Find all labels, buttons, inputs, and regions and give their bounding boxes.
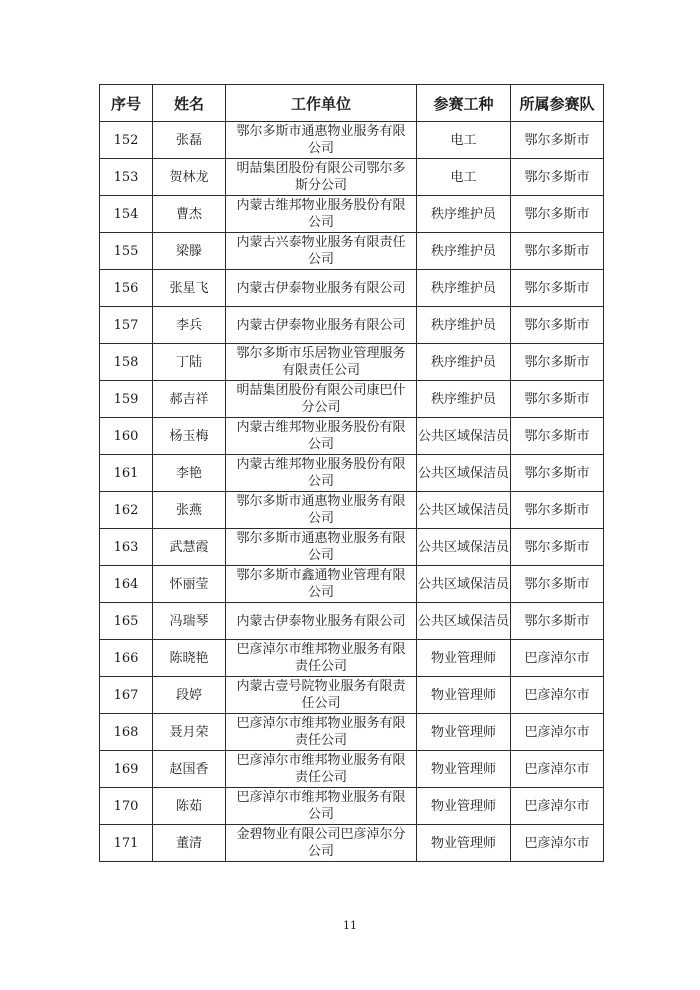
team-cell: 鄂尔多斯市 (511, 270, 604, 307)
serial-number-cell: 155 (100, 233, 153, 270)
serial-number-cell: 157 (100, 307, 153, 344)
team-cell: 巴彦淖尔市 (511, 788, 604, 825)
table-row (100, 492, 604, 529)
table-row (100, 233, 604, 270)
trade-cell: 公共区域保洁员 (417, 603, 511, 640)
serial-number-cell: 158 (100, 344, 153, 381)
trade-cell: 物业管理师 (417, 677, 511, 714)
name-cell: 武慧霞 (153, 529, 226, 566)
work-unit-cell: 鄂尔多斯市乐居物业管理服务有限责任公司 (226, 344, 417, 381)
trade-cell: 公共区域保洁员 (417, 418, 511, 455)
name-cell: 段婷 (153, 677, 226, 714)
table-row (100, 196, 604, 233)
table-row (100, 529, 604, 566)
table-row (100, 159, 604, 196)
team-cell: 巴彦淖尔市 (511, 825, 604, 862)
page-number: 11 (343, 919, 357, 932)
work-unit-cell: 内蒙古维邦物业服务股份有限公司 (226, 196, 417, 233)
serial-number-cell: 160 (100, 418, 153, 455)
name-cell: 张星飞 (153, 270, 226, 307)
trade-cell: 物业管理师 (417, 714, 511, 751)
name-cell: 董清 (153, 825, 226, 862)
serial-number-cell: 163 (100, 529, 153, 566)
serial-number-cell: 169 (100, 751, 153, 788)
serial-number-cell: 170 (100, 788, 153, 825)
name-cell: 贺林龙 (153, 159, 226, 196)
team-cell: 鄂尔多斯市 (511, 455, 604, 492)
work-unit-cell: 鄂尔多斯市通惠物业服务有限公司 (226, 529, 417, 566)
serial-number-cell: 171 (100, 825, 153, 862)
name-cell: 曹杰 (153, 196, 226, 233)
work-unit-cell: 鄂尔多斯市通惠物业服务有限公司 (226, 122, 417, 159)
team-cell: 巴彦淖尔市 (511, 714, 604, 751)
team-cell: 鄂尔多斯市 (511, 381, 604, 418)
trade-cell: 公共区域保洁员 (417, 529, 511, 566)
work-unit-cell: 内蒙古伊泰物业服务有限公司 (226, 603, 417, 640)
trade-cell: 秩序维护员 (417, 270, 511, 307)
trade-cell: 秩序维护员 (417, 233, 511, 270)
work-unit-cell: 内蒙古壹号院物业服务有限责任公司 (226, 677, 417, 714)
table-row (100, 714, 604, 751)
table-row (100, 381, 604, 418)
table-row (100, 455, 604, 492)
team-cell: 鄂尔多斯市 (511, 122, 604, 159)
trade-cell: 公共区域保洁员 (417, 455, 511, 492)
table-header-row (100, 85, 604, 122)
trade-cell: 电工 (417, 122, 511, 159)
name-cell: 陈晓艳 (153, 640, 226, 677)
work-unit-cell: 鄂尔多斯市鑫通物业管理有限公司 (226, 566, 417, 603)
team-cell: 鄂尔多斯市 (511, 492, 604, 529)
name-cell: 怀丽莹 (153, 566, 226, 603)
serial-number-cell: 159 (100, 381, 153, 418)
header-competition-trade: 参赛工种 (417, 85, 511, 122)
trade-cell: 秩序维护员 (417, 381, 511, 418)
serial-number-cell: 168 (100, 714, 153, 751)
name-cell: 冯瑞琴 (153, 603, 226, 640)
work-unit-cell: 金碧物业有限公司巴彦淖尔分公司 (226, 825, 417, 862)
team-cell: 巴彦淖尔市 (511, 677, 604, 714)
serial-number-cell: 167 (100, 677, 153, 714)
work-unit-cell: 内蒙古伊泰物业服务有限公司 (226, 307, 417, 344)
table-row (100, 344, 604, 381)
header-team: 所属参赛队 (511, 85, 604, 122)
trade-cell: 公共区域保洁员 (417, 566, 511, 603)
name-cell: 聂月荣 (153, 714, 226, 751)
team-cell: 鄂尔多斯市 (511, 196, 604, 233)
work-unit-cell: 巴彦淖尔市维邦物业服务有限责任公司 (226, 751, 417, 788)
header-name: 姓名 (153, 85, 226, 122)
table-row (100, 307, 604, 344)
table-row (100, 270, 604, 307)
table-row (100, 418, 604, 455)
team-cell: 鄂尔多斯市 (511, 529, 604, 566)
trade-cell: 秩序维护员 (417, 307, 511, 344)
team-cell: 鄂尔多斯市 (511, 233, 604, 270)
work-unit-cell: 内蒙古伊泰物业服务有限公司 (226, 270, 417, 307)
table-row (100, 788, 604, 825)
serial-number-cell: 154 (100, 196, 153, 233)
header-work-unit: 工作单位 (226, 85, 417, 122)
work-unit-cell: 鄂尔多斯市通惠物业服务有限公司 (226, 492, 417, 529)
trade-cell: 秩序维护员 (417, 344, 511, 381)
work-unit-cell: 内蒙古维邦物业服务股份有限公司 (226, 455, 417, 492)
team-cell: 鄂尔多斯市 (511, 159, 604, 196)
name-cell: 杨玉梅 (153, 418, 226, 455)
name-cell: 陈茹 (153, 788, 226, 825)
header-serial-number: 序号 (100, 85, 153, 122)
name-cell: 赵国香 (153, 751, 226, 788)
name-cell: 张磊 (153, 122, 226, 159)
trade-cell: 物业管理师 (417, 825, 511, 862)
work-unit-cell: 巴彦淖尔市维邦物业服务有限公司 (226, 788, 417, 825)
work-unit-cell: 明喆集团股份有限公司康巴什分公司 (226, 381, 417, 418)
trade-cell: 物业管理师 (417, 788, 511, 825)
trade-cell: 物业管理师 (417, 640, 511, 677)
team-cell: 鄂尔多斯市 (511, 307, 604, 344)
table-row (100, 677, 604, 714)
participants-table (99, 84, 604, 862)
name-cell: 郝吉祥 (153, 381, 226, 418)
table-row (100, 751, 604, 788)
trade-cell: 电工 (417, 159, 511, 196)
name-cell: 丁陆 (153, 344, 226, 381)
name-cell: 张燕 (153, 492, 226, 529)
trade-cell: 物业管理师 (417, 751, 511, 788)
table-row (100, 603, 604, 640)
team-cell: 鄂尔多斯市 (511, 344, 604, 381)
work-unit-cell: 明喆集团股份有限公司鄂尔多斯分公司 (226, 159, 417, 196)
table-row (100, 566, 604, 603)
serial-number-cell: 162 (100, 492, 153, 529)
trade-cell: 公共区域保洁员 (417, 492, 511, 529)
serial-number-cell: 152 (100, 122, 153, 159)
name-cell: 梁滕 (153, 233, 226, 270)
work-unit-cell: 内蒙古兴泰物业服务有限责任公司 (226, 233, 417, 270)
team-cell: 鄂尔多斯市 (511, 418, 604, 455)
work-unit-cell: 巴彦淖尔市维邦物业服务有限责任公司 (226, 640, 417, 677)
table-row (100, 122, 604, 159)
table-row (100, 825, 604, 862)
work-unit-cell: 巴彦淖尔市维邦物业服务有限责任公司 (226, 714, 417, 751)
serial-number-cell: 161 (100, 455, 153, 492)
name-cell: 李兵 (153, 307, 226, 344)
team-cell: 鄂尔多斯市 (511, 603, 604, 640)
serial-number-cell: 166 (100, 640, 153, 677)
table-row (100, 640, 604, 677)
trade-cell: 秩序维护员 (417, 196, 511, 233)
name-cell: 李艳 (153, 455, 226, 492)
serial-number-cell: 156 (100, 270, 153, 307)
serial-number-cell: 153 (100, 159, 153, 196)
serial-number-cell: 164 (100, 566, 153, 603)
work-unit-cell: 内蒙古维邦物业服务股份有限公司 (226, 418, 417, 455)
serial-number-cell: 165 (100, 603, 153, 640)
team-cell: 鄂尔多斯市 (511, 566, 604, 603)
table-body (100, 122, 604, 862)
team-cell: 巴彦淖尔市 (511, 751, 604, 788)
team-cell: 巴彦淖尔市 (511, 640, 604, 677)
